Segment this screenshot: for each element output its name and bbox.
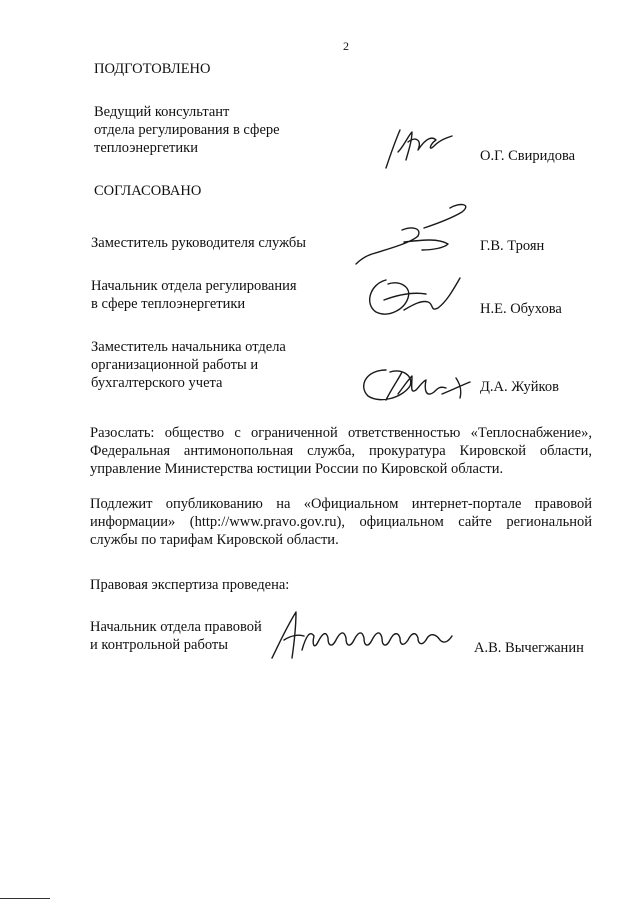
agreed-position-3 [91, 338, 286, 392]
agreed-name-2: Н.Е. Обухова [480, 301, 562, 317]
signature-zhuykov [356, 364, 474, 406]
position-line: Заместитель руководителя службы [91, 235, 307, 251]
prepared-heading: ПОДГОТОВЛЕНО [94, 61, 211, 77]
agreed-name-3: Д.А. Жуйков [480, 379, 559, 395]
prepared-position [94, 103, 280, 157]
legal-review-name: А.В. Вычегжанин [474, 640, 584, 656]
distribution-paragraph [90, 424, 592, 478]
position-line: и контрольной работы [90, 637, 228, 653]
distribution-line: Разослать: общество с ограниченной ответственностью «Теплоснабжение», [90, 425, 592, 441]
publication-line: информации» (http://www.pravo.gov.ru), официальном сайте региональной [90, 514, 592, 530]
distribution-line: управление Министерства юстиции России по Кировской области. [90, 461, 504, 477]
position-line: бухгалтерского учета [91, 375, 223, 391]
distribution-line: Федеральная антимонопольная служба, прокуратура Кировской области, [90, 443, 592, 459]
signature-sviridova [378, 122, 458, 172]
position-line: в сфере теплоэнергетики [91, 296, 246, 312]
signature-vychegzhanin [270, 606, 455, 664]
signature-troyan [352, 198, 482, 270]
agreed-heading: СОГЛАСОВАНО [94, 183, 202, 199]
position-line: Начальник отдела правовой [90, 619, 262, 635]
signature-obukhova [364, 270, 464, 322]
publication-paragraph [90, 495, 592, 549]
footnote-rule [0, 898, 50, 899]
agreed-position-1 [91, 234, 306, 252]
prepared-name: О.Г. Свиридова [480, 148, 576, 164]
agreed-position-2 [91, 277, 297, 313]
publication-line: Подлежит опубликованию на «Официальном интернет-портале правовой [90, 496, 592, 512]
agreed-name-1: Г.В. Троян [480, 238, 545, 254]
publication-line: службы по тарифам Кировской области. [90, 532, 339, 548]
position-line: организационной работы и [91, 357, 259, 373]
page-number: 2 [343, 39, 349, 53]
position-line: Начальник отдела регулирования [91, 278, 297, 294]
position-line: Ведущий консультант [94, 104, 230, 120]
legal-review-text: Правовая экспертиза проведена: [90, 577, 290, 593]
legal-review-position [90, 618, 262, 654]
position-line: Заместитель начальника отдела [91, 339, 286, 355]
position-line: теплоэнергетики [94, 140, 198, 156]
position-line: отдела регулирования в сфере [94, 122, 280, 138]
